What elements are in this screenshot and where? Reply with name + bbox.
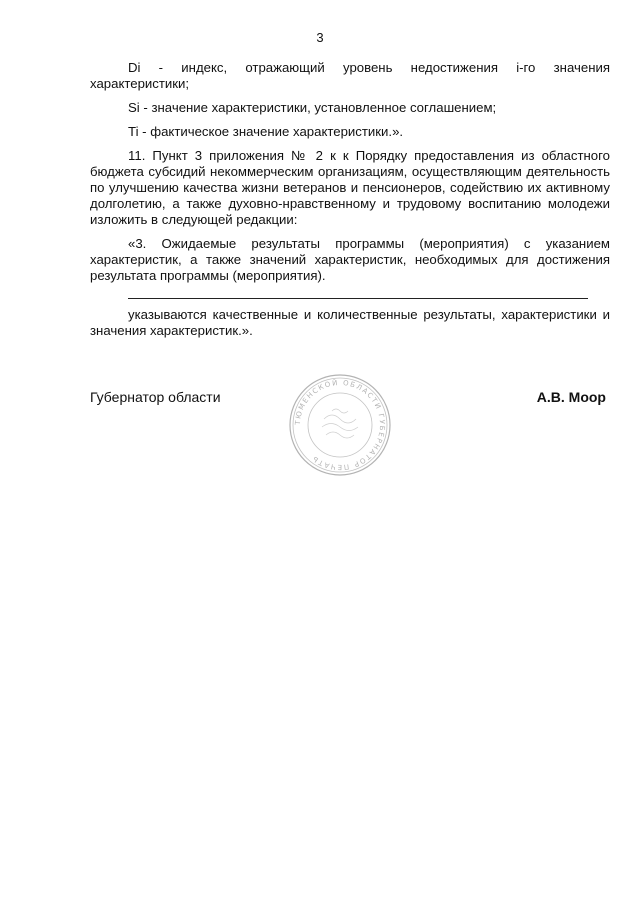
paragraph-results: указываются качественные и количественные результаты, характеристики и значения характеристик.». — [90, 307, 610, 338]
official-seal-icon — [288, 373, 392, 477]
paragraph-new-wording: «3. Ожидаемые результаты программы (мероприятия) с указанием характеристик, а также значений характеристик, необходимых для достижения результата программы (мероприятия). — [90, 236, 610, 283]
document-body — [90, 60, 610, 347]
paragraph-item-11: 11. Пункт 3 приложения № 2 к к Порядку предоставления из областного бюджета субсидий некоммерческим организациям, осуществляющим деятельность по улучшению качества жизни ветеранов и пенсионеров, содействию их активному долголетию, а также духовно-нравственному и трудовому воспитанию молодежи изложить в следующей редакции: — [90, 148, 610, 227]
blank-line-divider — [128, 298, 588, 299]
signatory-title: Губернатор области — [90, 389, 221, 405]
signatory-name: А.В. Моор — [536, 389, 606, 405]
paragraph-di: Di - индекс, отражающий уровень недостижения i-го значения характеристики; — [90, 60, 610, 91]
paragraph-si: Si - значение характеристики, установленное соглашением; — [128, 100, 497, 115]
seal-ring-text: ТЮМЕНСКОЙ ОБЛАСТИ ГУБЕРНАТОР ПЕЧАТЬ — [293, 378, 387, 472]
page-number: 3 — [316, 30, 324, 45]
paragraph-ti: Ti - фактическое значение характеристики.». — [128, 124, 404, 139]
